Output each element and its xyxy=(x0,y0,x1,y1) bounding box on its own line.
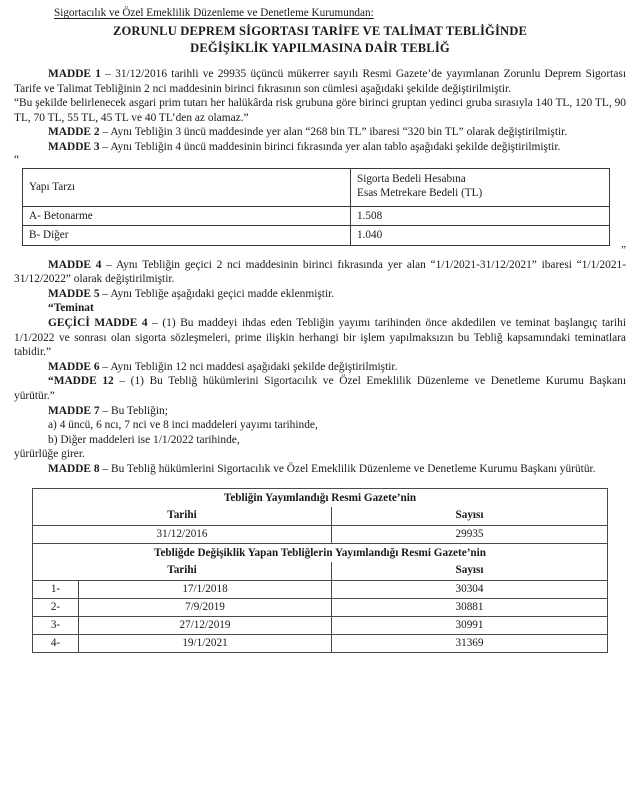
table-row xyxy=(33,599,608,617)
amendment-number-3: 30991 xyxy=(332,617,608,635)
article-madde-1 xyxy=(14,67,626,96)
madde-1-text: – 31/12/2016 tarihli ve 29935 üçüncü mükerrer sayılı Resmi Gazete’de yayımlanan Zorunlu Deprem Sigortası Tarife ve Talimat Tebliğinin 2 nci maddesinin birinci fıkrasının son cümlesi aşağıdaki şekilde değiştirilmiştir. xyxy=(14,68,626,95)
madde-4-text: – Aynı Tebliğin geçici 2 nci maddesinin birinci fıkrasında yer alan “1/1/2021-31/12/2021” ibaresi “1/1/2021-31/12/2022” olarak değiştirilmiştir. xyxy=(14,258,626,286)
building-cost-table xyxy=(22,168,610,246)
open-quote-mark: “ xyxy=(14,153,20,166)
amendment-no-2: 2- xyxy=(33,599,79,617)
building-cost-table-wrapper xyxy=(14,168,626,256)
madde-8-label: MADDE 8 xyxy=(48,462,100,475)
madde-5-label: MADDE 5 xyxy=(48,287,100,300)
band-title-original: Tebliğin Yayımlandığı Resmi Gazete’nin xyxy=(33,489,608,508)
table-row xyxy=(33,617,608,635)
band-title-amendments: Tebliğde Değişiklik Yapan Tebliğlerin Yayımlandığı Resmi Gazete’nin xyxy=(33,544,608,563)
subhead-date-amendments: Tarihi xyxy=(33,562,332,581)
subhead-number-original: Sayısı xyxy=(332,507,608,526)
article-madde-7 xyxy=(14,404,626,419)
madde-4-label: MADDE 4 xyxy=(48,258,102,271)
title-line-2: DEĞİŞİKLİK YAPILMASINA DAİR TEBLİĞ xyxy=(190,40,450,55)
article-madde-8 xyxy=(14,462,626,477)
page-title xyxy=(38,23,601,56)
amendment-date-1: 17/1/2018 xyxy=(79,581,332,599)
gazette-table-wrapper xyxy=(14,488,626,653)
amendment-no-3: 3- xyxy=(33,617,79,635)
amendment-number-4: 31369 xyxy=(332,635,608,653)
subhead-number-amendments: Sayısı xyxy=(332,562,608,581)
table-row xyxy=(33,635,608,653)
article-madde-4 xyxy=(14,258,626,287)
issuer-text: Sigortacılık ve Özel Emeklilik Düzenleme ve Denetleme Kurumundan: xyxy=(54,7,374,19)
article-madde-2 xyxy=(14,125,626,140)
row-diger-value: 1.040 xyxy=(351,226,610,246)
issuer-line xyxy=(14,6,626,20)
gecici-madde-4-text: – (1) Bu maddeyi ihdas eden Tebliğin yayımı tarihinden önce akdedilen ve teminat başlangıç tarihi 1/1/2022 ve sonrası olan sigorta sözleşmeleri, prime ilişkin herhangi bir işlem yapılmaksızın bu Tebliğ kapsamındaki teminatlara tabidir.” xyxy=(14,316,626,359)
madde-3-label: MADDE 3 xyxy=(48,140,100,153)
madde-6-label: MADDE 6 xyxy=(48,360,100,373)
gazette-table xyxy=(32,488,608,653)
madde-5-text: – Aynı Tebliğe aşağıdaki geçici madde eklenmiştir. xyxy=(99,287,335,300)
table-row xyxy=(33,581,608,599)
madde-3-text: – Aynı Tebliğin 4 üncü maddesinin birinci fıkrasında yer alan tablo aşağıdaki şekilde değiştirilmiştir. xyxy=(99,140,561,153)
table-row xyxy=(23,226,610,246)
article-madde-3 xyxy=(14,140,626,155)
header-right-line-1: Sigorta Bedeli Hesabına xyxy=(357,172,466,185)
original-number: 29935 xyxy=(332,526,608,544)
article-madde-5 xyxy=(14,287,626,302)
madde-1-label: MADDE 1 xyxy=(48,68,101,80)
gazette-subhead-amendments xyxy=(33,562,608,581)
amendment-number-1: 30304 xyxy=(332,581,608,599)
row-diger-label: B- Diğer xyxy=(23,226,351,246)
amendment-date-4: 19/1/2021 xyxy=(79,635,332,653)
madde-8-text: – Bu Tebliğ hükümlerini Sigortacılık ve Özel Emeklilik Düzenleme ve Denetleme Kurumu Başkanı yürütür. xyxy=(99,462,596,475)
subhead-date-original: Tarihi xyxy=(33,507,332,526)
row-betonarme-label: A- Betonarme xyxy=(23,206,351,226)
header-right-line-2: Esas Metrekare Bedeli (TL) xyxy=(357,187,483,200)
original-date: 31/12/2016 xyxy=(33,526,332,544)
gecici-madde-4-label: GEÇİCİ MADDE 4 xyxy=(48,316,148,329)
amendment-date-3: 27/12/2019 xyxy=(79,617,332,635)
madde-2-text: – Aynı Tebliğin 3 üncü maddesinde yer alan “268 bin TL” ibaresi “320 bin TL” olarak değiştirilmiştir. xyxy=(99,126,568,139)
close-quote-mark: ” xyxy=(621,243,626,256)
madde-2-label: MADDE 2 xyxy=(48,126,100,139)
madde-12-label: “MADDE 12 xyxy=(48,375,114,388)
gazette-band-amendments xyxy=(33,544,608,563)
madde-7-label: MADDE 7 xyxy=(48,404,100,417)
madde-12-text: – (1) Bu Tebliğ hükümlerini Sigortacılık ve Özel Emeklilik Düzenleme ve Denetleme Kurumu Başkanı yürütür.” xyxy=(14,375,626,402)
article-madde-7-item-a: a) 4 üncü, 6 ncı, 7 nci ve 8 inci maddeleri yayımı tarihinde, xyxy=(48,419,318,432)
article-madde-7-closing: yürürlüğe girer. xyxy=(14,448,85,461)
madde-6-text: – Aynı Tebliğin 12 nci maddesi aşağıdaki şekilde değiştirilmiştir. xyxy=(99,360,398,373)
madde-7-text: – Bu Tebliğin; xyxy=(99,404,168,417)
gazette-band-original xyxy=(33,489,608,508)
amendment-no-1: 1- xyxy=(33,581,79,599)
article-madde-6 xyxy=(14,360,626,375)
gazette-subhead-original xyxy=(33,507,608,526)
article-gecici-madde-4 xyxy=(14,316,626,360)
header-metrekare-bedeli xyxy=(351,168,610,206)
article-madde-1-quote: “Bu şekilde belirlenecek asgari prim tutarı her halükârda risk grubuna göre birinci gruptan yedinci gruba sırasıyla 140 TL, 120 TL, 90 TL, 70 TL, 55 TL, 45 TL ve 40 TL’den az olamaz.” xyxy=(14,97,626,124)
header-yapi-tarzi: Yapı Tarzı xyxy=(23,168,351,206)
table-header-row xyxy=(23,168,610,206)
row-betonarme-value: 1.508 xyxy=(351,206,610,226)
title-line-1: ZORUNLU DEPREM SİGORTASI TARİFE VE TALİMAT TEBLİĞİNDE xyxy=(112,24,528,38)
table-row xyxy=(23,206,610,226)
amendment-no-4: 4- xyxy=(33,635,79,653)
teminat-heading-label: “Teminat xyxy=(48,302,94,315)
article-madde-12-quoted xyxy=(14,374,626,403)
amendment-number-2: 30881 xyxy=(332,599,608,617)
table-row xyxy=(33,526,608,544)
article-madde-7-item-b: b) Diğer maddeleri ise 1/1/2022 tarihinde, xyxy=(48,433,240,446)
teminat-heading xyxy=(14,301,626,316)
amendment-date-2: 7/9/2019 xyxy=(79,599,332,617)
